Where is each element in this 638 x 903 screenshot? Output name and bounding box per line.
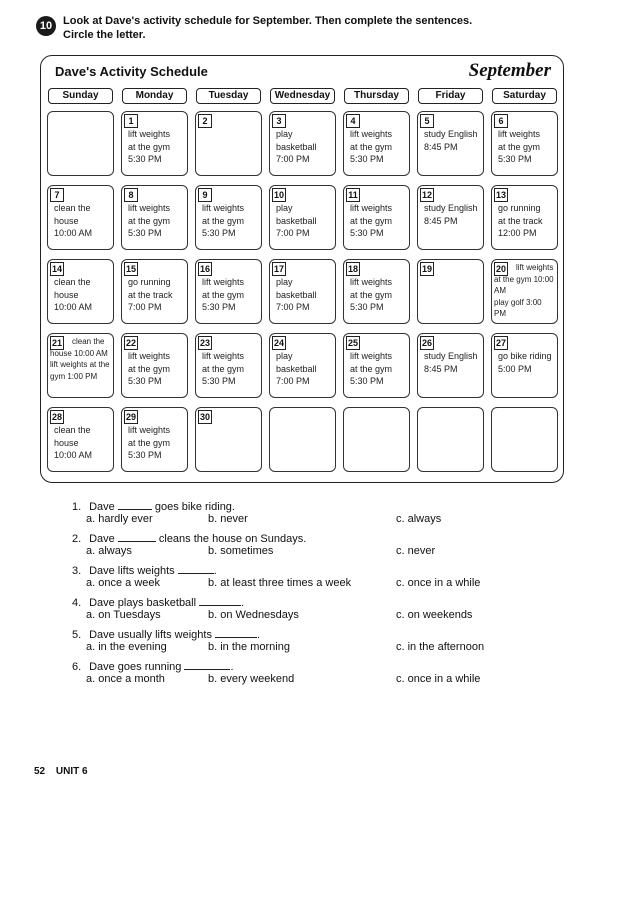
question-number: 4. [72, 597, 82, 609]
option-c[interactable]: c. on weekends [396, 609, 473, 621]
activity-text: lift weights at the gym 5:30 PM [128, 351, 171, 386]
activity-text: go bike riding 5:00 PM [498, 351, 552, 374]
option-a[interactable]: a. once a month [86, 673, 165, 685]
date-number: 24 [274, 338, 285, 348]
date-number: 7 [50, 188, 64, 202]
question-stem-end: cleans the house on Sundays. [158, 533, 307, 545]
activity-text: clean the house 10:00 AM [54, 203, 93, 238]
date-number: 14 [52, 264, 63, 274]
calendar-cell [195, 259, 262, 324]
activity-text: lift weights at the gym 5:30 PM [128, 203, 171, 238]
option-b[interactable]: b. on Wednesdays [208, 609, 299, 621]
instruction-line-2: Circle the letter. [63, 29, 146, 41]
date-number: 3 [272, 114, 286, 128]
activity-text: lift weights at the gym 5:30 PM [350, 277, 393, 312]
question-number: 1. [72, 501, 82, 513]
calendar-cell [195, 333, 262, 398]
calendar-cell [269, 185, 336, 250]
question-stem-end: . [257, 629, 261, 641]
question-stem: Dave goes running [89, 661, 182, 673]
day-header-sunday: Sunday [48, 88, 113, 104]
calendar-cell [269, 407, 336, 472]
calendar-cell [491, 185, 558, 250]
date-number: 18 [348, 264, 359, 274]
calendar-cell [121, 407, 188, 472]
question-3 [72, 564, 542, 591]
activity-text: study English 8:45 PM [424, 129, 478, 152]
date-number: 9 [198, 188, 212, 202]
activity-text: play basketball 7:00 PM [276, 129, 317, 164]
date-number: 12 [422, 190, 433, 200]
option-a[interactable]: a. in the evening [86, 641, 167, 653]
option-a[interactable]: a. once a week [86, 577, 160, 589]
calendar-cell [195, 407, 262, 472]
activity-text: lift weights at the gym 5:30 PM [128, 129, 171, 164]
date-number: 21 [52, 338, 63, 348]
question-stem-end: . [241, 597, 245, 609]
activity-text: lift weights at the gym 5:30 PM [202, 351, 245, 386]
activity-text: go running at the track 7:00 PM [128, 277, 173, 312]
calendar-cell [491, 333, 558, 398]
question-5 [72, 628, 542, 655]
question-6 [72, 660, 542, 687]
option-c[interactable]: c. once in a while [396, 673, 481, 685]
question-number: 6. [72, 661, 82, 673]
date-number: 11 [346, 188, 360, 202]
instruction-line-1: Look at Dave's activity schedule for September. Then complete the sentences. [63, 15, 473, 27]
activity-text: lift weights at the gym 5:30 PM [202, 203, 245, 238]
calendar-cell [491, 259, 558, 324]
calendar-cell [47, 185, 114, 250]
calendar-cell [343, 407, 410, 472]
answer-blank [215, 628, 257, 638]
calendar-cell [269, 333, 336, 398]
date-number: 4 [346, 114, 360, 128]
activity-text: study English 8:45 PM [424, 351, 478, 374]
option-a[interactable]: a. hardly ever [86, 513, 153, 525]
option-b[interactable]: b. never [208, 513, 248, 525]
answer-blank [199, 596, 241, 606]
question-stem: Dave [89, 533, 115, 545]
calendar-cell [343, 185, 410, 250]
calendar-cell [47, 259, 114, 324]
calendar-cell [269, 259, 336, 324]
date-number: 27 [496, 338, 507, 348]
calendar-cell [121, 259, 188, 324]
option-b[interactable]: b. at least three times a week [208, 577, 352, 589]
activity-text: clean the house 10:00 AM [54, 425, 93, 460]
date-number: 26 [422, 338, 433, 348]
option-b[interactable]: b. sometimes [208, 545, 274, 557]
calendar-cell [121, 333, 188, 398]
date-number: 13 [496, 190, 507, 200]
question-stem-end: . [230, 661, 234, 673]
activity-text: play basketball 7:00 PM [276, 203, 317, 238]
calendar-cell [417, 111, 484, 176]
date-number: 16 [200, 264, 211, 274]
option-c[interactable]: c. always [396, 513, 442, 525]
date-number: 17 [274, 264, 285, 274]
calendar-cell [47, 407, 114, 472]
question-stem: Dave usually lifts weights [89, 629, 212, 641]
question-stem: Dave plays basketball [89, 597, 197, 609]
day-header-monday: Monday [122, 88, 187, 104]
activity-text: play basketball 7:00 PM [276, 277, 317, 312]
option-a[interactable]: a. always [86, 545, 132, 557]
activity-text: lift weights at the gym 5:30 PM [350, 351, 393, 386]
activity-text: study English 8:45 PM [424, 203, 478, 226]
option-c[interactable]: c. once in a while [396, 577, 481, 589]
schedule-month: September [468, 60, 551, 81]
date-number: 15 [126, 264, 137, 274]
question-stem: Dave [89, 501, 115, 513]
date-number: 30 [200, 412, 211, 422]
unit-label: UNIT 6 [55, 766, 88, 777]
calendar-cell [417, 259, 484, 324]
option-c[interactable]: c. in the afternoon [396, 641, 485, 653]
date-number: 28 [52, 412, 63, 422]
date-number: 25 [348, 338, 359, 348]
activity-text: lift weights at the gym 5:30 PM [350, 203, 393, 238]
question-1 [72, 500, 542, 527]
calendar-cell [47, 111, 114, 176]
date-number: 29 [126, 412, 137, 422]
date-number: 6 [494, 114, 508, 128]
calendar-cell [417, 185, 484, 250]
day-header-thursday: Thursday [344, 88, 409, 104]
activity-text: clean the house 10:00 AM lift weights at the gym 1:00 PM [50, 337, 110, 381]
option-a[interactable]: a. on Tuesdays [86, 609, 161, 621]
date-number: 8 [124, 188, 138, 202]
option-c[interactable]: c. never [396, 545, 436, 557]
answer-blank [184, 660, 230, 670]
answer-blank [118, 500, 152, 510]
date-number: 20 [496, 264, 507, 274]
calendar-cell [343, 259, 410, 324]
day-header-friday: Friday [418, 88, 483, 104]
day-header-tuesday: Tuesday [196, 88, 261, 104]
activity-text: clean the house 10:00 AM [54, 277, 93, 312]
date-number: 19 [422, 264, 433, 274]
date-number: 23 [200, 338, 211, 348]
day-header-saturday: Saturday [492, 88, 557, 104]
activity-schedule [40, 55, 564, 483]
question-stem: Dave lifts weights [89, 565, 175, 577]
calendar-cell [343, 333, 410, 398]
answer-blank [178, 564, 214, 574]
calendar-cell [47, 333, 114, 398]
calendar-cell [195, 185, 262, 250]
instruction-text [63, 14, 596, 42]
question-4 [72, 596, 542, 623]
question-2 [72, 532, 542, 559]
activity-text: lift weights at the gym 5:30 PM [128, 425, 171, 460]
page-footer [34, 766, 88, 777]
question-number: 5. [72, 629, 82, 641]
question-number: 2. [72, 533, 82, 545]
activity-text: play basketball 7:00 PM [276, 351, 317, 386]
date-number: 10 [274, 190, 285, 200]
calendar-cell [121, 185, 188, 250]
calendar-cell [121, 111, 188, 176]
answer-blank [118, 532, 156, 542]
activity-text: lift weights at the gym 5:30 PM [498, 129, 541, 164]
option-b[interactable]: b. in the morning [208, 641, 290, 653]
calendar-cell [195, 111, 262, 176]
calendar-cell [491, 111, 558, 176]
date-number: 5 [420, 114, 434, 128]
date-number: 22 [126, 338, 137, 348]
question-stem-end: goes bike riding. [154, 501, 235, 513]
exercise-number-badge: 10 [36, 16, 56, 36]
date-number: 1 [124, 114, 138, 128]
question-number: 3. [72, 565, 82, 577]
day-header-wednesday: Wednesday [270, 88, 335, 104]
date-number: 2 [198, 114, 212, 128]
calendar-cell [417, 407, 484, 472]
calendar-cell [343, 111, 410, 176]
option-b[interactable]: b. every weekend [208, 673, 295, 685]
activity-text: go running at the track 12:00 PM [498, 203, 543, 238]
page-number: 52 [34, 766, 46, 777]
exercise-instructions [36, 14, 596, 42]
calendar-cell [269, 111, 336, 176]
calendar-cell [491, 407, 558, 472]
activity-text: lift weights at the gym 10:00 AM play golf 3:00 PM [494, 263, 554, 318]
schedule-title: Dave's Activity Schedule [55, 64, 208, 79]
activity-text: lift weights at the gym 5:30 PM [202, 277, 245, 312]
question-stem-end: . [213, 565, 217, 577]
activity-text: lift weights at the gym 5:30 PM [350, 129, 393, 164]
calendar-cell [417, 333, 484, 398]
